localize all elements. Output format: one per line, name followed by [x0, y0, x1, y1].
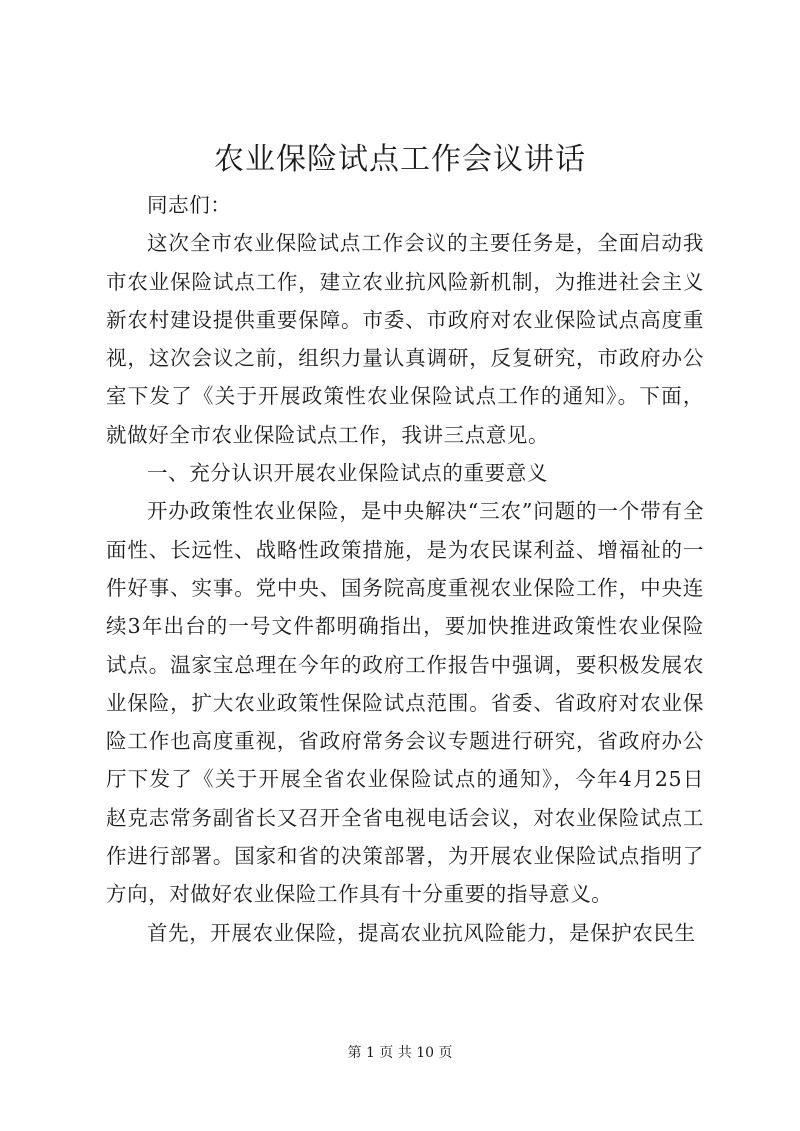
- document-title: 农业保险试点工作会议讲话: [214, 142, 586, 177]
- intro-paragraph: 这次全市农业保险试点工作会议的主要任务是，全面启动我市农业保险试点工作，建立农业抗风险新机制，为推进社会主义新农村建设提供重要保障。市委、市政府对农业保险试点高度重视，这次会议之前，组织力量认真调研，反复研究，市政府办公室下发了《关于开展政策性农业保险试点工作的通知》。下面，就做好全市农业保险试点工作，我讲三点意见。: [106, 231, 704, 447]
- section-paragraph-1: 开办政策性农业保险，是中央解决“三农”问题的一个带有全面性、长远性、战略性政策措施，是为农民谋利益、增福祉的一件好事、实事。党中央、国务院高度重视农业保险工作，中央连续3年出台的一号文件都明确指出，要加快推进政策性农业保险试点。温家宝总理在今年的政府工作报告中强调，要积极发展农业保险，扩大农业政策性保险试点范围。省委、省政府对农业保险工作也高度重视，省政府常务会议专题进行研究，省政府办公厅下发了《关于开展全省农业保险试点的通知》，今年4月25日赵克志常务副省长又召开全省电视电话会议，对农业保险试点工作进行部署。国家和省的决策部署，为开展农业保险试点指明了方向，对做好农业保险工作具有十分重要的指导意义。: [106, 499, 704, 907]
- section-heading: 一、充分认识开展农业保险试点的重要意义: [147, 461, 548, 486]
- page-number-footer: 第 1 页 共 10 页: [347, 1045, 453, 1061]
- section-paragraph-2: 首先，开展农业保险，提高农业抗风险能力，是保护农民生: [147, 920, 696, 945]
- document-body: [106, 186, 704, 952]
- salutation: 同志们：: [147, 193, 232, 217]
